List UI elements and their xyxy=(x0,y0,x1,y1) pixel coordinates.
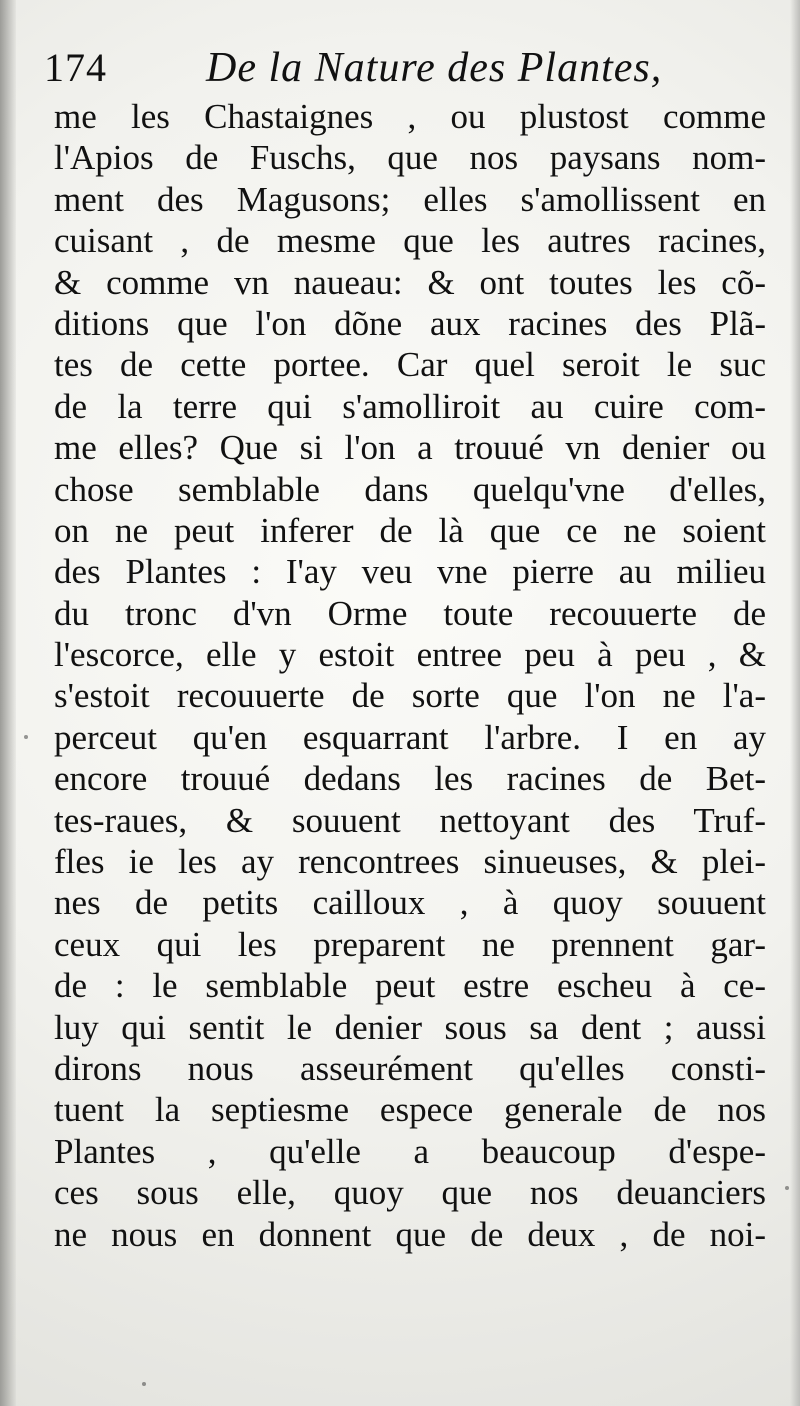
page-header xyxy=(44,40,764,96)
text-line: tuent la septiesme espece generale de nos xyxy=(54,1090,766,1130)
paper-speck xyxy=(142,1382,146,1386)
text-line: encore trouué dedans les racines de Bet- xyxy=(54,759,766,799)
text-line: perceut qu'en esquarrant l'arbre. I en ay xyxy=(54,717,766,757)
text-line: de : le semblable peut estre escheu à ce- xyxy=(54,966,766,1006)
text-line: tes-raues, & souuent nettoyant des Truf- xyxy=(54,800,766,840)
text-line: des Plantes : I'ay veu vne pierre au milieu xyxy=(54,552,766,592)
text-line: ditions que l'on dõne aux racines des Plã- xyxy=(54,303,766,343)
text-line: fles ie les ay rencontrees sinueuses, & plei- xyxy=(54,842,766,882)
text-line: l'escorce, elle y estoit entree peu à peu , & xyxy=(54,635,766,675)
text-line: dirons nous asseurément qu'elles consti- xyxy=(54,1048,766,1088)
text-line: nes de petits cailloux , à quoy souuent xyxy=(54,883,766,923)
text-line: de la terre qui s'amolliroit au cuire com- xyxy=(54,386,766,426)
page-right-edge-shadow xyxy=(790,0,800,1406)
text-line: on ne peut inferer de là que ce ne soient xyxy=(54,510,766,550)
paper-speck xyxy=(24,735,28,739)
text-line: & comme vn naueau: & ont toutes les cõ- xyxy=(54,262,766,302)
text-line: s'estoit recouuerte de sorte que l'on ne l'a- xyxy=(54,676,766,716)
running-title: De la Nature des Plantes, xyxy=(206,45,663,91)
text-line: chose semblable dans quelqu'vne d'elles, xyxy=(54,469,766,509)
text-line: ces sous elle, quoy que nos deuanciers xyxy=(54,1173,766,1213)
text-line: me les Chastaignes , ou plustost comme xyxy=(54,97,766,136)
page-left-edge-shadow xyxy=(0,0,16,1406)
text-line: luy qui sentit le denier sous sa dent ; aussi xyxy=(54,1007,766,1047)
text-line: cuisant , de mesme que les autres racines, xyxy=(54,221,766,261)
text-line: du tronc d'vn Orme toute recouuerte de xyxy=(54,593,766,633)
text-line: Plantes , qu'elle a beaucoup d'espe- xyxy=(54,1131,766,1171)
text-line: me elles? Que si l'on a trouué vn denier ou xyxy=(54,428,766,468)
text-line: ment des Magusons; elles s'amollissent en xyxy=(54,179,766,219)
text-line: tes de cette portee. Car quel seroit le suc xyxy=(54,345,766,385)
body-text xyxy=(54,96,766,1255)
paper-speck xyxy=(785,1186,789,1190)
text-line: ne nous en donnent que de deux , de noi- xyxy=(54,1214,766,1254)
text-line: ceux qui les preparent ne prennent gar- xyxy=(54,924,766,964)
text-line: l'Apios de Fuschs, que nos paysans nom- xyxy=(54,138,766,178)
page-number: 174 xyxy=(44,45,107,90)
